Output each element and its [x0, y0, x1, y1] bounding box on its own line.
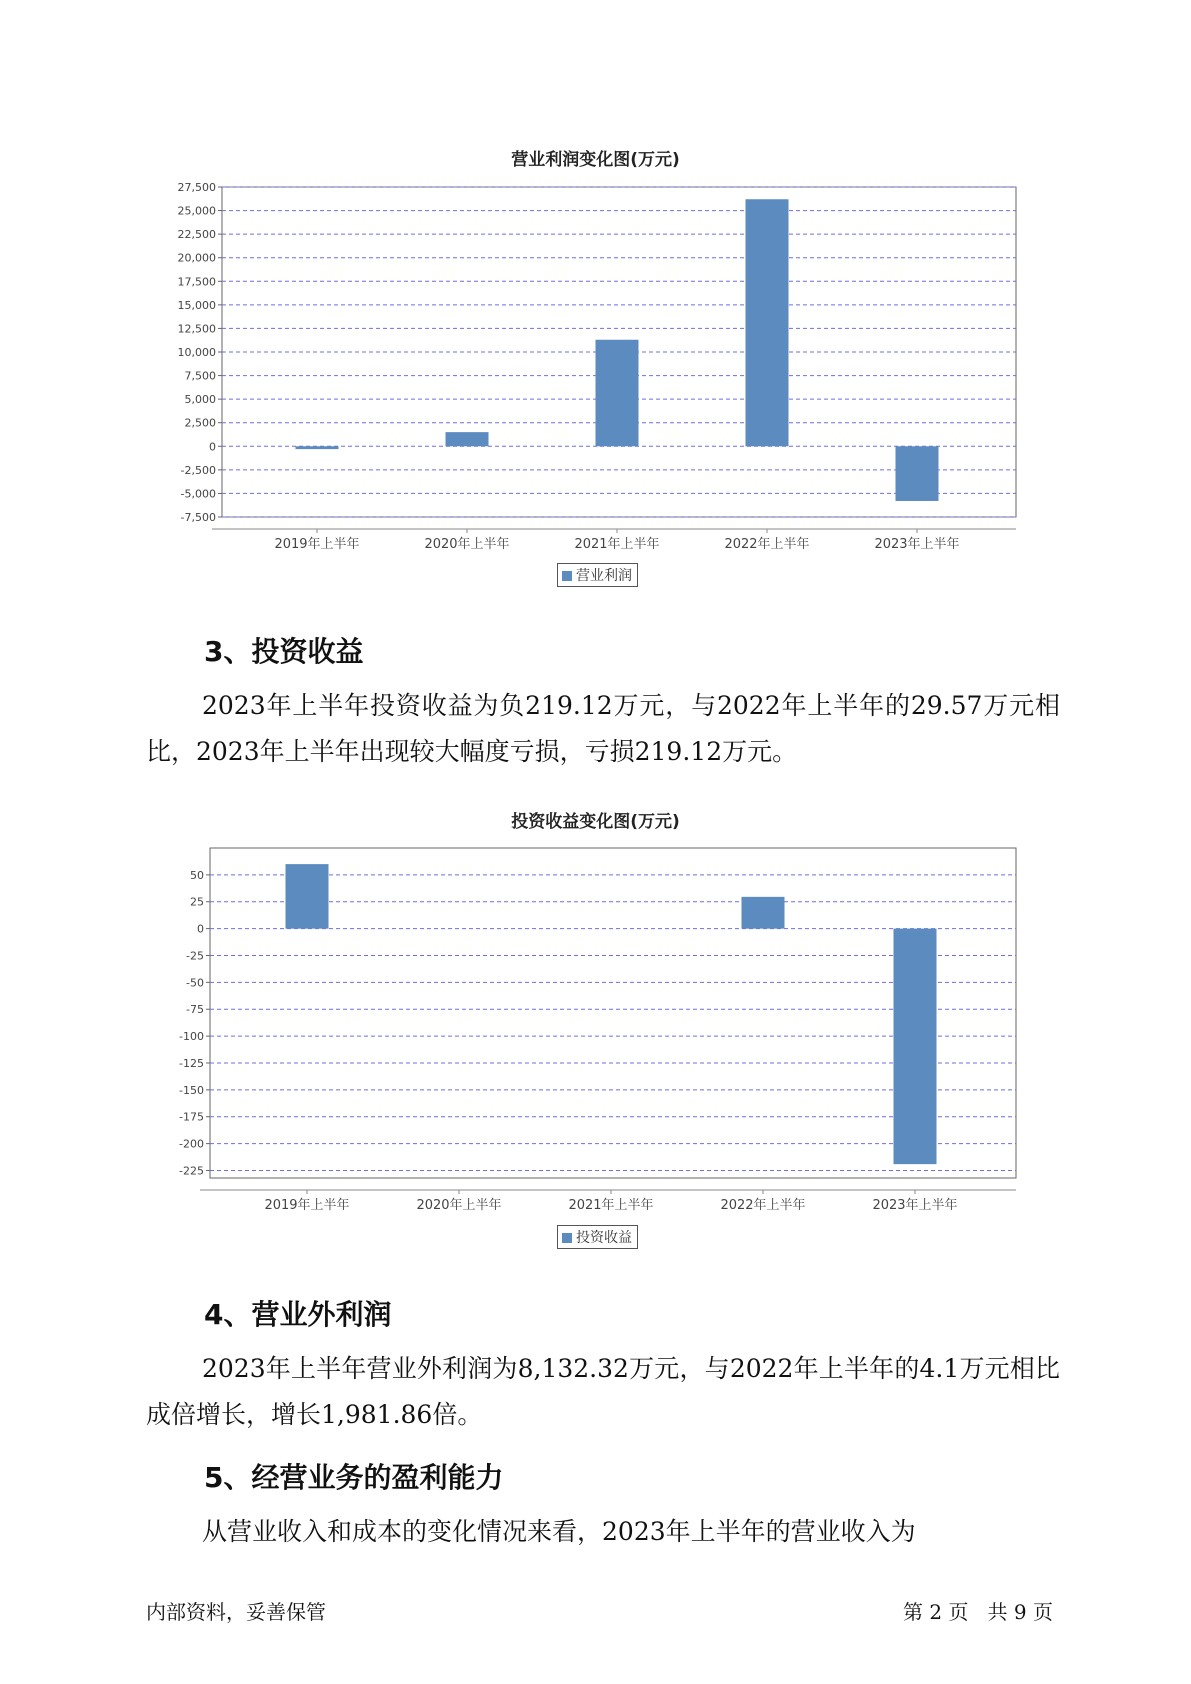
y-tick-label: 10,000 [177, 346, 216, 359]
y-tick-label: 0 [209, 440, 216, 454]
section-heading-non-operating-profit: 4、营业外利润 [204, 1298, 392, 1331]
y-tick-label: 2,500 [184, 416, 216, 430]
y-tick-label: 20,000 [177, 251, 216, 265]
x-tick-label: 2021年上半年 [574, 537, 660, 552]
y-tick-label: -5,000 [180, 487, 216, 501]
y-tick-label: 5,000 [184, 393, 216, 407]
x-tick-label: 2020年上半年 [416, 1198, 502, 1213]
paragraph-investment-income: 2023年上半年投资收益为负219.12万元，与2022年上半年的29.57万元相比，2023年上半年出现较大幅度亏损，亏损219.12万元。 [146, 691, 1060, 766]
y-tick-label: 7,500 [184, 369, 216, 383]
y-tick-label: 17,500 [177, 275, 216, 289]
legend-swatch [562, 1233, 572, 1243]
y-tick-label: -50 [186, 976, 204, 990]
x-tick-label: 2023年上半年 [872, 1198, 958, 1213]
y-tick-label: -150 [179, 1083, 204, 1097]
chart-title-investment-income: 投资收益变化图(万元) [511, 812, 680, 832]
footer-confidential-note: 内部资料，妥善保管 [146, 1600, 326, 1624]
paragraph-profitability: 从营业收入和成本的变化情况来看，2023年上半年的营业收入为 [202, 1517, 916, 1546]
y-tick-label: -25 [186, 949, 204, 963]
section-heading-profitability: 5、经营业务的盈利能力 [204, 1461, 504, 1494]
y-tick-label: -100 [179, 1030, 204, 1044]
x-tick-label: 2022年上半年 [720, 1198, 806, 1213]
y-tick-label: -7,500 [180, 511, 216, 524]
y-tick-label: 50 [190, 868, 204, 882]
section-heading-investment-income: 3、投资收益 [204, 635, 364, 668]
y-tick-label: 12,500 [177, 322, 216, 336]
y-tick-label: 0 [197, 922, 204, 936]
chart-legend-investment-income [557, 1225, 638, 1249]
x-tick-label: 2020年上半年 [424, 537, 510, 552]
y-tick-label: 15,000 [177, 298, 216, 312]
y-tick-label: -125 [179, 1056, 204, 1070]
x-tick-label: 2019年上半年 [274, 537, 360, 552]
y-tick-label: 25 [190, 895, 204, 909]
chart-title-operating-profit: 营业利润变化图(万元) [511, 150, 680, 170]
y-tick-label: 25,000 [177, 204, 216, 218]
footer-page-number: 第 2 页 共 9 页 [903, 1600, 1053, 1624]
y-tick-label: 27,500 [177, 181, 216, 194]
y-tick-label: -225 [179, 1164, 204, 1178]
y-tick-label: -175 [179, 1110, 204, 1124]
y-tick-label: -75 [186, 1003, 204, 1017]
legend-label: 营业利润 [576, 568, 632, 584]
x-tick-label: 2019年上半年 [264, 1198, 350, 1213]
y-tick-label: -2,500 [180, 463, 216, 477]
bar [894, 929, 937, 1165]
bar [742, 897, 785, 929]
x-tick-label: 2021年上半年 [568, 1198, 654, 1213]
y-tick-label: -200 [179, 1137, 204, 1151]
x-tick-label: 2022年上半年 [724, 537, 810, 552]
y-tick-label: 22,500 [177, 228, 216, 242]
bar [286, 864, 329, 928]
x-tick-label: 2023年上半年 [874, 537, 960, 552]
legend-label: 投资收益 [576, 1230, 632, 1246]
paragraph-non-operating-profit: 2023年上半年营业外利润为8,132.32万元，与2022年上半年的4.1万元相比成倍增长，增长1,981.86倍。 [146, 1354, 1060, 1429]
